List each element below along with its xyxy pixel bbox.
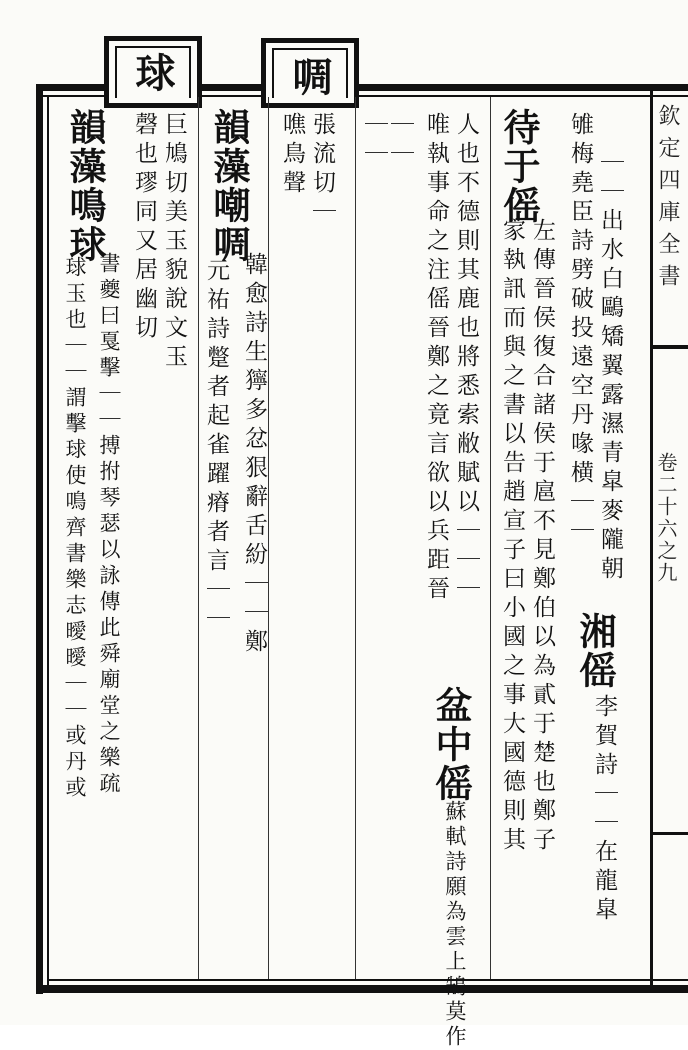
text-column: 家執訊而與之書以告趙宣子曰小國之事大國德則其 [499, 218, 525, 856]
text-column: 唯執事命之注傜晉鄭之竟言欲以兵距晉 [423, 112, 449, 605]
entry-headword: 盆中傜 [429, 686, 473, 803]
entry-headword: 韻藻鳴球 [63, 108, 107, 264]
text-column: 韓愈詩生獰多忿狠辭舌紛｜｜鄭 [241, 252, 267, 658]
divider-4 [490, 97, 491, 979]
spine-fishtail [650, 345, 688, 349]
text-column: 張流切｜ [309, 112, 335, 228]
text-column: ｜｜ [361, 112, 387, 170]
left-border-thin [47, 95, 49, 988]
divider-2 [268, 97, 269, 979]
text-column: 元祐詩蹩者起雀躍瘠者言｜｜ [203, 258, 229, 635]
text-column: 人也不德則其鹿也將悉索敝賦以｜｜｜ [453, 112, 479, 605]
entry-headword: 韻藻嘲啁 [207, 108, 251, 264]
text-column: 左傳晉侯復合諸侯于扈不見鄭伯以為貳于楚也鄭子 [529, 218, 555, 856]
tab-zhou-char: 啁 [286, 56, 333, 96]
text-column: 蘇軾詩願為雲上鵠莫作 [443, 800, 467, 1050]
text-column: 雊梅堯臣詩劈破投遠空丹喙横｜｜ [567, 112, 593, 547]
text-column: 磬也璆同又居幽切 [131, 112, 157, 344]
text-column: 噍鳥聲 [279, 112, 305, 199]
text-column: ｜｜出水白鷗矯翼露濕青皐麥隴朝 [597, 150, 623, 585]
margin-volume: 卷二十六之九 [654, 452, 678, 584]
text-column: 球玉也｜｜謂擊球使鳴齊書樂志曖曖｜｜或丹或 [63, 256, 87, 802]
text-column: 巨鳩切美玉貌說文玉 [161, 112, 187, 373]
entry-headword: 湘傜 [573, 612, 617, 690]
entry-headword: 待于傜 [497, 108, 541, 225]
spine-fishtail-bottom [650, 832, 688, 835]
text-column: 書夔曰戛擊｜｜搏拊琴瑟以詠傳此舜廟堂之樂疏 [97, 252, 121, 798]
tab-qiu-char: 球 [129, 52, 176, 92]
divider-1 [198, 97, 199, 979]
spine-line [650, 84, 653, 989]
text-column: ｜｜ [387, 112, 413, 170]
text-column: 李賀詩｜｜在龍皐 [591, 694, 617, 926]
left-border [36, 84, 43, 994]
bottom-border-thin [47, 979, 688, 981]
margin-title: 欽定四庫全書 [655, 104, 680, 296]
bottom-border [36, 985, 688, 993]
divider-3 [355, 97, 356, 979]
